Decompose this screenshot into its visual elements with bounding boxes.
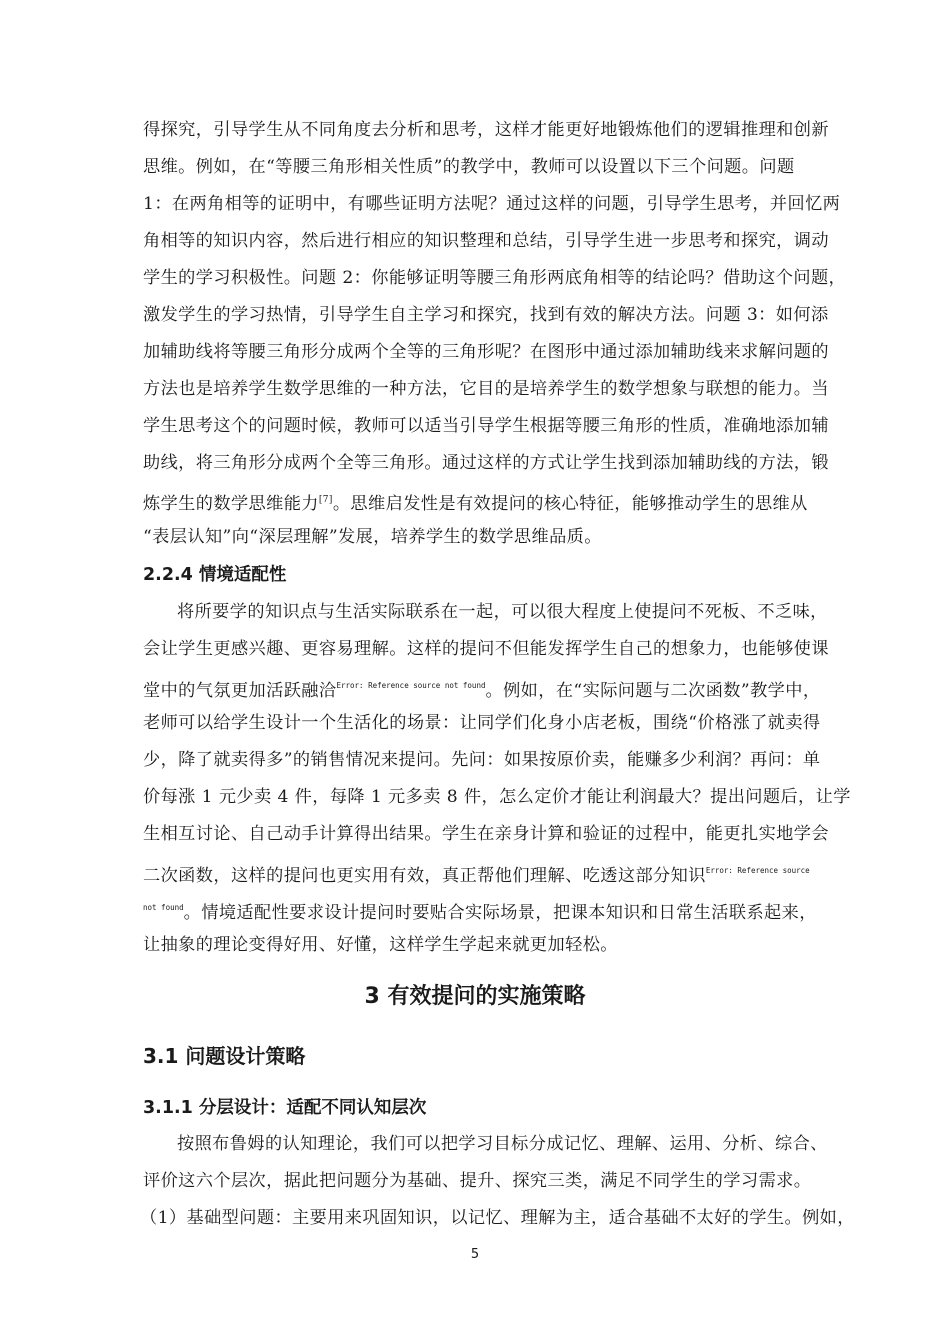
section-heading-3-1: 3.1 问题设计策略 xyxy=(143,1044,306,1068)
paragraph-line xyxy=(143,860,823,887)
paragraph-line: 老师可以给学生设计一个生活化的场景：让同学们化身小店老板，围绕“价格涨了就卖得 xyxy=(143,713,821,733)
paragraph-line: 加辅助线将等腰三角形分成两个全等的三角形呢？在图形中通过添加辅助线来求解问题的 xyxy=(143,342,829,362)
paragraph-line: 思维。例如，在“等腰三角形相关性质”的教学中，教师可以设置以下三个问题。问题 xyxy=(143,157,795,177)
paragraph-line: 学生思考这个的问题时候，教师可以适当引导学生根据等腰三角形的性质，准确地添加辅 xyxy=(143,416,829,436)
reference-error-note: not found xyxy=(143,903,184,912)
text-segment: 二次函数，这样的提问也更实用有效，真正帮他们理解、吃透这部分知识 xyxy=(143,866,706,886)
paragraph-line: 按照布鲁姆的认知理论，我们可以把学习目标分成记忆、理解、运用、分析、综合、 xyxy=(177,1134,828,1154)
paragraph-line: 评价这六个层次，据此把问题分为基础、提升、探究三类，满足不同学生的学习需求。 xyxy=(143,1171,812,1191)
paragraph-line: 少，降了就卖得多”的销售情况来提问。先问：如果按原价卖，能赚多少利润？再问：单 xyxy=(143,750,821,770)
paragraph-line: 激发学生的学习热情，引导学生自主学习和探究，找到有效的解决方法。问题 3：如何添 xyxy=(143,305,829,325)
paragraph-line: 助线，将三角形分成两个全等三角形。通过这样的方式让学生找到添加辅助线的方法，锻 xyxy=(143,453,829,473)
paragraph-line xyxy=(143,897,823,924)
text-segment: 。思维启发性是有效提问的核心特征，能够推动学生的思维从 xyxy=(332,494,808,514)
section-heading-3-1-1: 3.1.1 分层设计：适配不同认知层次 xyxy=(143,1098,427,1118)
paragraph-line: “表层认知”向“深层理解”发展，培养学生的数学思维品质。 xyxy=(143,527,602,547)
citation-reference: [7] xyxy=(318,495,333,505)
paragraph-line: 学生的学习积极性。问题 2：你能够证明等腰三角形两底角相等的结论吗？借助这个问题， xyxy=(143,268,847,288)
paragraph-line: 方法也是培养学生数学思维的一种方法，它目的是培养学生的数学想象与联想的能力。当 xyxy=(143,379,829,399)
paragraph-line xyxy=(143,489,823,515)
paragraph-line: 生相互讨论、自己动手计算得出结果。学生在亲身计算和验证的过程中，能更扎实地学会 xyxy=(143,824,829,844)
paragraph-line: 会让学生更感兴趣、更容易理解。这样的提问不但能发挥学生自己的想象力，也能够使课 xyxy=(143,639,829,659)
section-heading-2-2-4: 2.2.4 情境适配性 xyxy=(143,565,287,585)
paragraph-line: 角相等的知识内容，然后进行相应的知识整理和总结，引导学生进一步思考和探究，调动 xyxy=(143,231,829,251)
reference-error-note: Error: Reference source not found xyxy=(336,681,486,690)
paragraph-line: 让抽象的理论变得好用、好懂，这样学生学起来就更加轻松。 xyxy=(143,935,618,955)
reference-error-note: Error: Reference source xyxy=(705,866,810,875)
text-segment: 。情境适配性要求设计提问时要贴合实际场景，把课本知识和日常生活联系起来， xyxy=(183,903,817,923)
paragraph-line xyxy=(143,675,823,702)
paragraph-line: 得探究，引导学生从不同角度去分析和思考，这样才能更好地锻炼他们的逻辑推理和创新 xyxy=(143,120,829,140)
text-segment: 。例如，在“实际问题与二次函数”教学中， xyxy=(485,681,821,701)
paragraph-line: （1）基础型问题：主要用来巩固知识，以记忆、理解为主，适合基础不太好的学生。例如， xyxy=(140,1208,855,1228)
text-segment: 堂中的气氛更加活跃融洽 xyxy=(143,681,337,701)
paragraph-line: 价每涨 1 元少卖 4 件，每降 1 元多卖 8 件，怎么定价才能让利润最大？提出问题后，让学 xyxy=(143,787,851,807)
paragraph-line: 1：在两角相等的证明中，有哪些证明方法呢？通过这样的问题，引导学生思考，并回忆两 xyxy=(143,194,841,214)
paragraph-line: 将所要学的知识点与生活实际联系在一起，可以很大程度上使提问不死板、不乏味， xyxy=(177,602,828,622)
text-segment: 炼学生的数学思维能力 xyxy=(143,494,319,514)
chapter-heading-3: 3 有效提问的实施策略 xyxy=(364,984,586,1009)
page-number: 5 xyxy=(470,1247,480,1262)
